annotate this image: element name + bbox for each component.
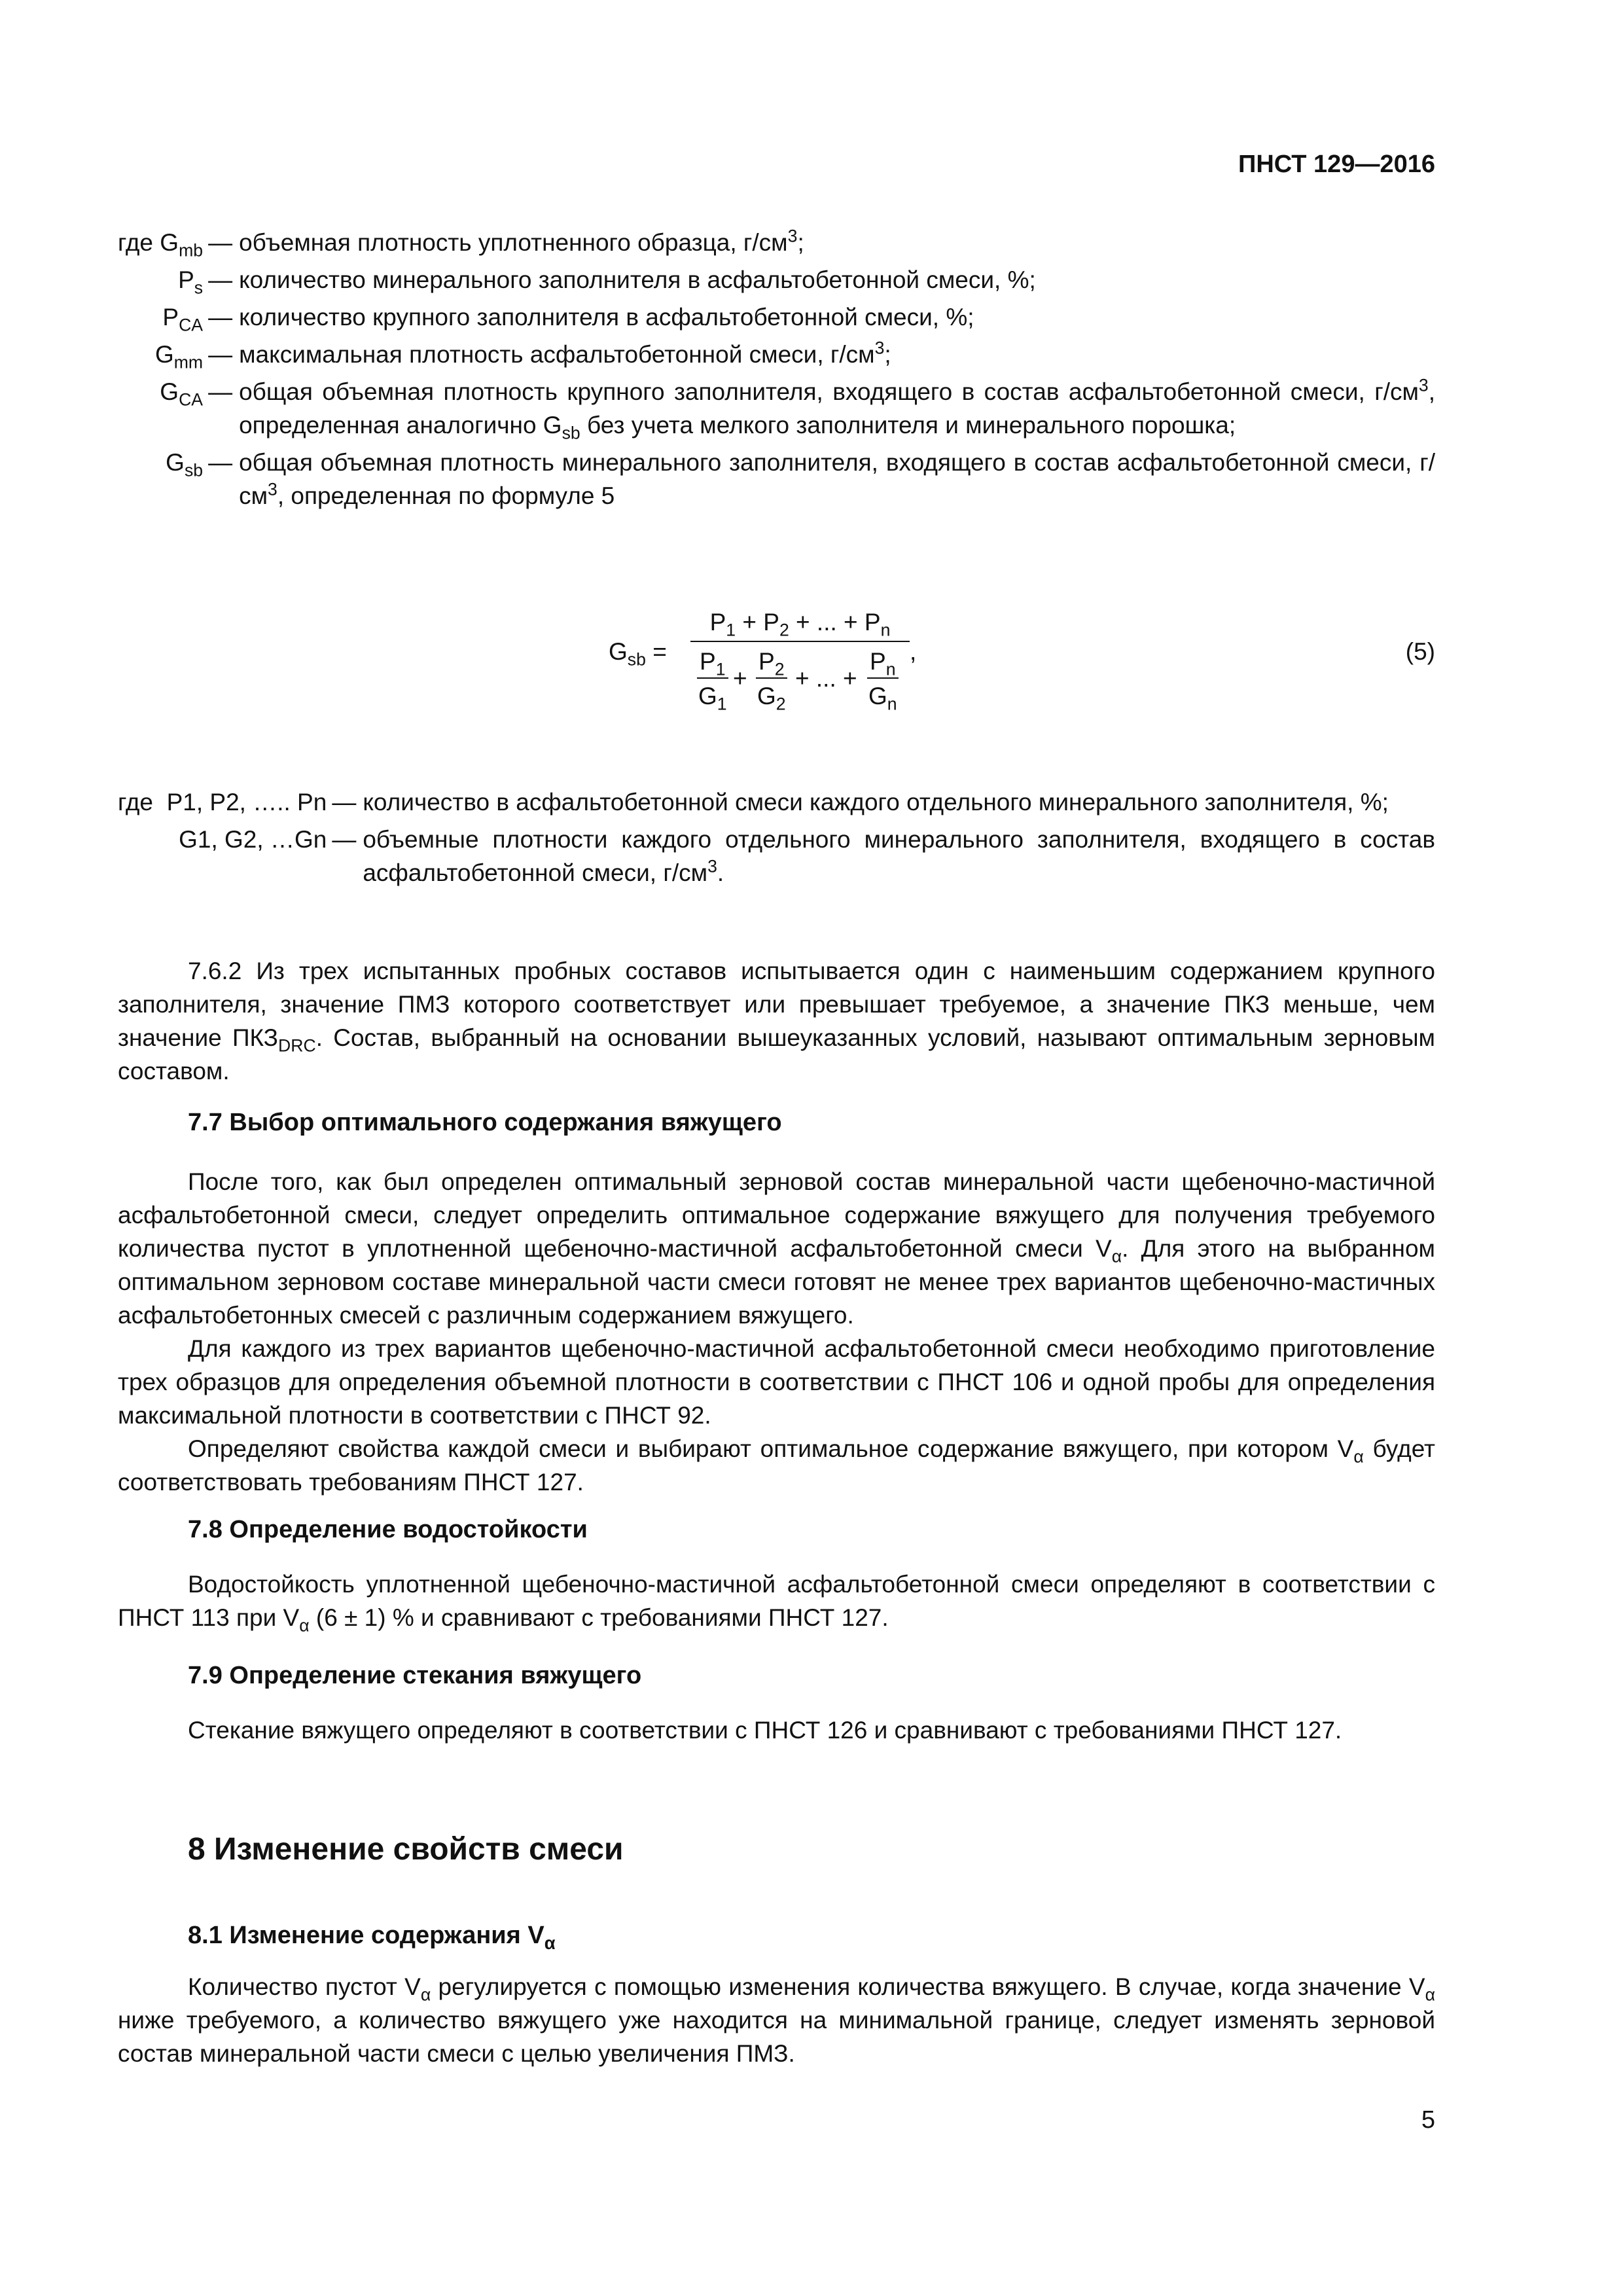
section-7-9-body [118,1713,1435,1747]
paragraph: Количество пустот $V_\alpha$ регулируется с помощью изменения количества вяжущего. В случае, когда значение $V_\alpha$ ниже требуемого, а количество вяжущего уже находится на минимальной границе, следует изменять зерновой состав минеральной части смеси с целью увеличения ПМЗ. [118,1973,1436,2067]
paragraph: После того, как был определен оптимальный зерновой состав минеральной части щебеночно-мастичной асфальтобетонной смеси, следует определить оптимальное содержание вяжущего для получения требуемого количества пустот в уплотненной щебеночно-мастичной асфальтобетонной смеси $V_\alpha$. Для этого на выбранном оптимальном зерновом составе минеральной части смеси готовят не менее трех вариантов щебеночно-мастичных асфальтобетонных смесей с различным содержанием вяжущего. [118,1168,1435,1329]
paragraph: Для каждого из трех вариантов щебеночно-мастичной асфальтобетонной смеси необходимо приготовление трех образцов для определения объемной плотности в соответствии с ПНСТ 106 и одной пробы для определения максимальной плотности в соответствии с ПНСТ 92. [118,1335,1435,1429]
formula-numerator: $P_1 + P_2$ + ... + $P_n$ [709,609,891,640]
section-8-1-body [118,1970,1435,2070]
definition-text: количество крупного заполнителя в асфальтобетонной смеси, %; [239,304,974,331]
small-fraction: $\frac{P_2}{G_2}$ [756,646,787,714]
definition-text: объемная плотность уплотненного образца, $г/см^3$; [239,226,804,256]
definition-term: $G_{sb}$ — [166,449,233,480]
paragraph: Определяют свойства каждой смеси и выбирают оптимальное содержание вяжущего, при котором $V_\alpha$ будет соответствовать требованиям ПНСТ 127. [118,1435,1435,1496]
plus-sign: + [733,665,747,692]
section-7-7-body [118,1165,1435,1499]
paragraph: Водостойкость уплотненной щебеночно-мастичной асфальтобетонной смеси определяют в соответствии с ПНСТ 113 при $V_\alpha$ (6 ± 1) % и сравнивают с требованиями ПНСТ 127. [118,1571,1435,1636]
document-code: ПНСТ 129—2016 [1238,151,1435,178]
definitions-list-1 [118,226,1435,512]
formula-denominator [690,642,910,727]
definition-text: максимальная плотность асфальтобетонной смеси, $г/см^3$; [239,338,891,368]
definition-text: количество в асфальтобетонной смеси каждого отдельного минерального заполнителя, %; [363,789,1389,816]
heading-8: 8 Изменение свойств смеси [188,1832,624,1867]
definition-term: $G_{mm}$ — [154,341,233,372]
definition-text: объемные плотности каждого отдельного минерального заполнителя, входящего в состав асфальтобетонной смеси, $г/см^3$. [363,826,1435,886]
heading-7-9: 7.9 Определение стекания вяжущего [188,1662,642,1689]
definition-term: $P_s$ — [178,266,233,298]
definition-text: общая объемная плотность крупного заполнителя, входящего в состав асфальтобетонной смеси, $г/см^3$, определенная аналогично $G_{sb}$ без учета мелкого заполнителя и минерального порошка; [239,375,1435,443]
paragraph: Стекание вяжущего определяют в соответствии с ПНСТ 126 и сравнивают с требованиями ПНСТ 127. [188,1717,1342,1744]
small-fraction: $\frac{P_n}{G_n}$ [867,646,899,714]
section-7-8-body [118,1568,1435,1634]
formula-lhs: $G_{sb}$ = [609,638,667,670]
formula-5 [0,605,1623,743]
definition-term: где P1, P2, ….. Pn — [118,789,357,816]
definition-term: $P_{CA}$ — [162,304,233,335]
equation-number: (5) [1405,638,1435,665]
formula-fraction [690,605,910,727]
heading-7-8: 7.8 Определение водостойкости [188,1516,588,1543]
heading-8-1: 8.1 Изменение содержания $V_\alpha$ [188,1922,556,1953]
formula-comma: , [910,638,917,665]
definition-term: $G_{CA}$ — [160,378,233,410]
plus-ellipsis: + ... + [795,665,857,692]
definition-text: общая объемная плотность минерального заполнителя, входящего в состав асфальтобетонной смеси, $г/см^3$, определенная по формуле 5 [239,449,1435,509]
definition-text: количество минерального заполнителя в асфальтобетонной смеси, %; [239,266,1036,293]
heading-7-7: 7.7 Выбор оптимального содержания вяжущего [188,1109,782,1136]
definitions-list-2 [118,785,1435,889]
page-number: 5 [1421,2106,1435,2134]
definition-term: G1, G2, …Gn — [179,826,357,853]
definition-term: где $G_{mb}$ — [118,229,233,260]
paragraph-7-6-2: 7.6.2 Из трех испытанных пробных составов испытывается один с наименьшим содержанием крупного заполнителя, значение ПМЗ которого соответствует или превышает требуемое, а значение ПКЗ меньше, чем значение $ПКЗ_{DRC}$. Состав, выбранный на основании вышеуказанных условий, называют оптимальным зерновым составом. [118,958,1435,1085]
small-fraction: $\frac{P_1}{G_1}$ [697,646,728,714]
